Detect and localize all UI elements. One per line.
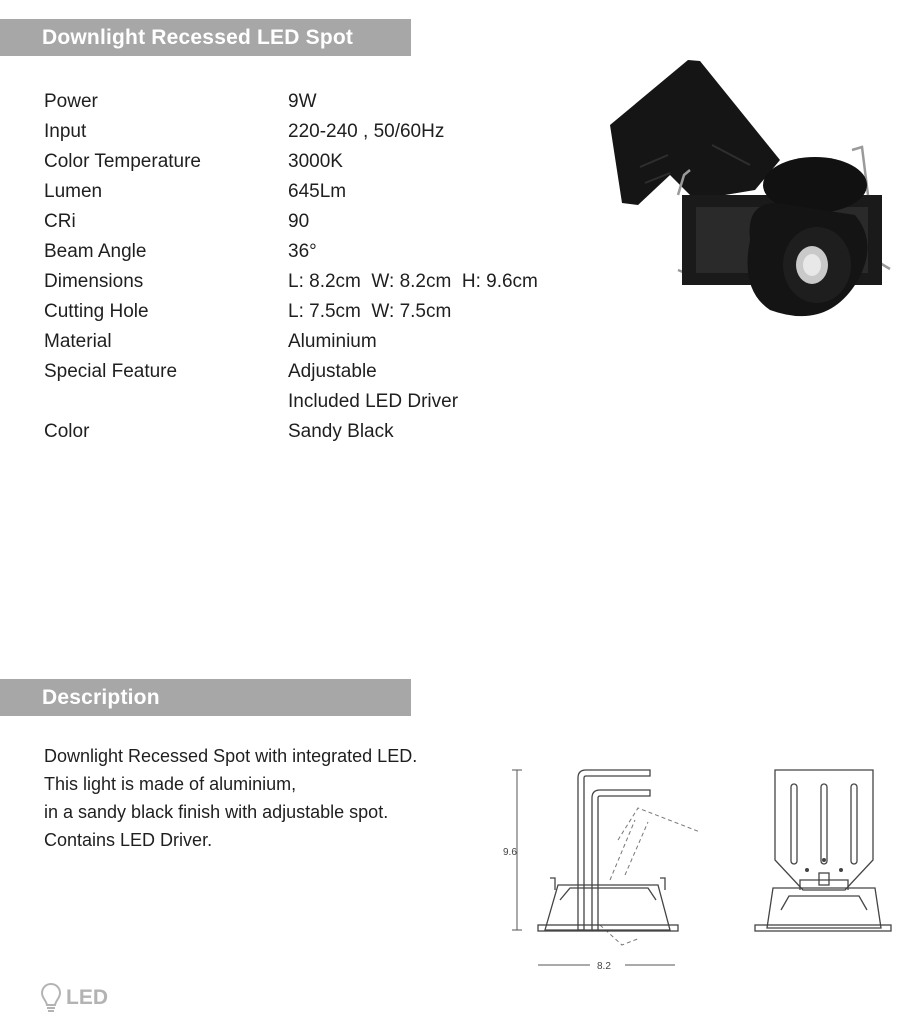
spec-label: CRi [44, 211, 76, 232]
spec-value: Sandy Black [288, 421, 394, 442]
description-text [44, 742, 484, 854]
spec-label: Input [44, 121, 87, 142]
spec-label: Dimensions [44, 271, 144, 292]
spec-value: 9W [288, 91, 317, 112]
spec-row [44, 117, 584, 147]
description-line: in a sandy black finish with adjustable spot. [44, 802, 389, 822]
product-title-bar [0, 19, 411, 56]
description-line: This light is made of aluminium, [44, 774, 297, 794]
spec-row [44, 327, 584, 357]
spec-value: 220-240 , 50/60Hz [288, 121, 445, 142]
spec-row [44, 147, 584, 177]
spec-value: Adjustable [288, 361, 377, 382]
spec-value: Aluminium [288, 331, 377, 352]
spec-value: 90 [288, 211, 310, 232]
spec-value: L: 8.2cm W: 8.2cm H: 9.6cm [288, 271, 538, 292]
front-view-drawing [745, 760, 895, 940]
product-photo [600, 55, 900, 335]
description-line: Contains LED Driver. [44, 830, 213, 850]
spec-row [44, 267, 584, 297]
spec-value: 36° [288, 241, 317, 262]
spec-table [44, 87, 584, 447]
spec-label: Material [44, 331, 112, 352]
spec-row [44, 357, 584, 387]
spec-label: Lumen [44, 181, 103, 202]
spec-label: Cutting Hole [44, 301, 149, 322]
spec-label: Color Temperature [44, 151, 202, 172]
spec-label: Special Feature [44, 361, 178, 382]
description-title: Description [42, 686, 160, 709]
spec-label [44, 387, 288, 417]
spec-value: 3000K [288, 151, 343, 172]
led-logo [40, 980, 108, 1016]
description-title-bar [0, 679, 411, 716]
spec-label: Beam Angle [44, 241, 147, 262]
spec-row [44, 297, 584, 327]
spec-row [44, 87, 584, 117]
height-dimension-label: 9.6 [503, 847, 517, 858]
spec-row [44, 417, 584, 447]
spec-label: Power [44, 91, 98, 112]
spec-row [44, 207, 584, 237]
spec-value: L: 7.5cm W: 7.5cm [288, 301, 452, 322]
spec-row [44, 237, 584, 267]
description-line: Downlight Recessed Spot with integrated LED. [44, 746, 418, 766]
product-title: Downlight Recessed LED Spot [42, 26, 354, 49]
spec-label: Color [44, 421, 90, 442]
bulb-icon [40, 982, 62, 1014]
spec-value: 645Lm [288, 181, 347, 202]
spec-row [44, 177, 584, 207]
width-dimension-label: 8.2 [597, 961, 611, 972]
spec-value: Included LED Driver [288, 391, 459, 412]
side-view-drawing [500, 760, 700, 975]
led-logo-text: LED [66, 986, 108, 1009]
spec-row [44, 387, 584, 417]
